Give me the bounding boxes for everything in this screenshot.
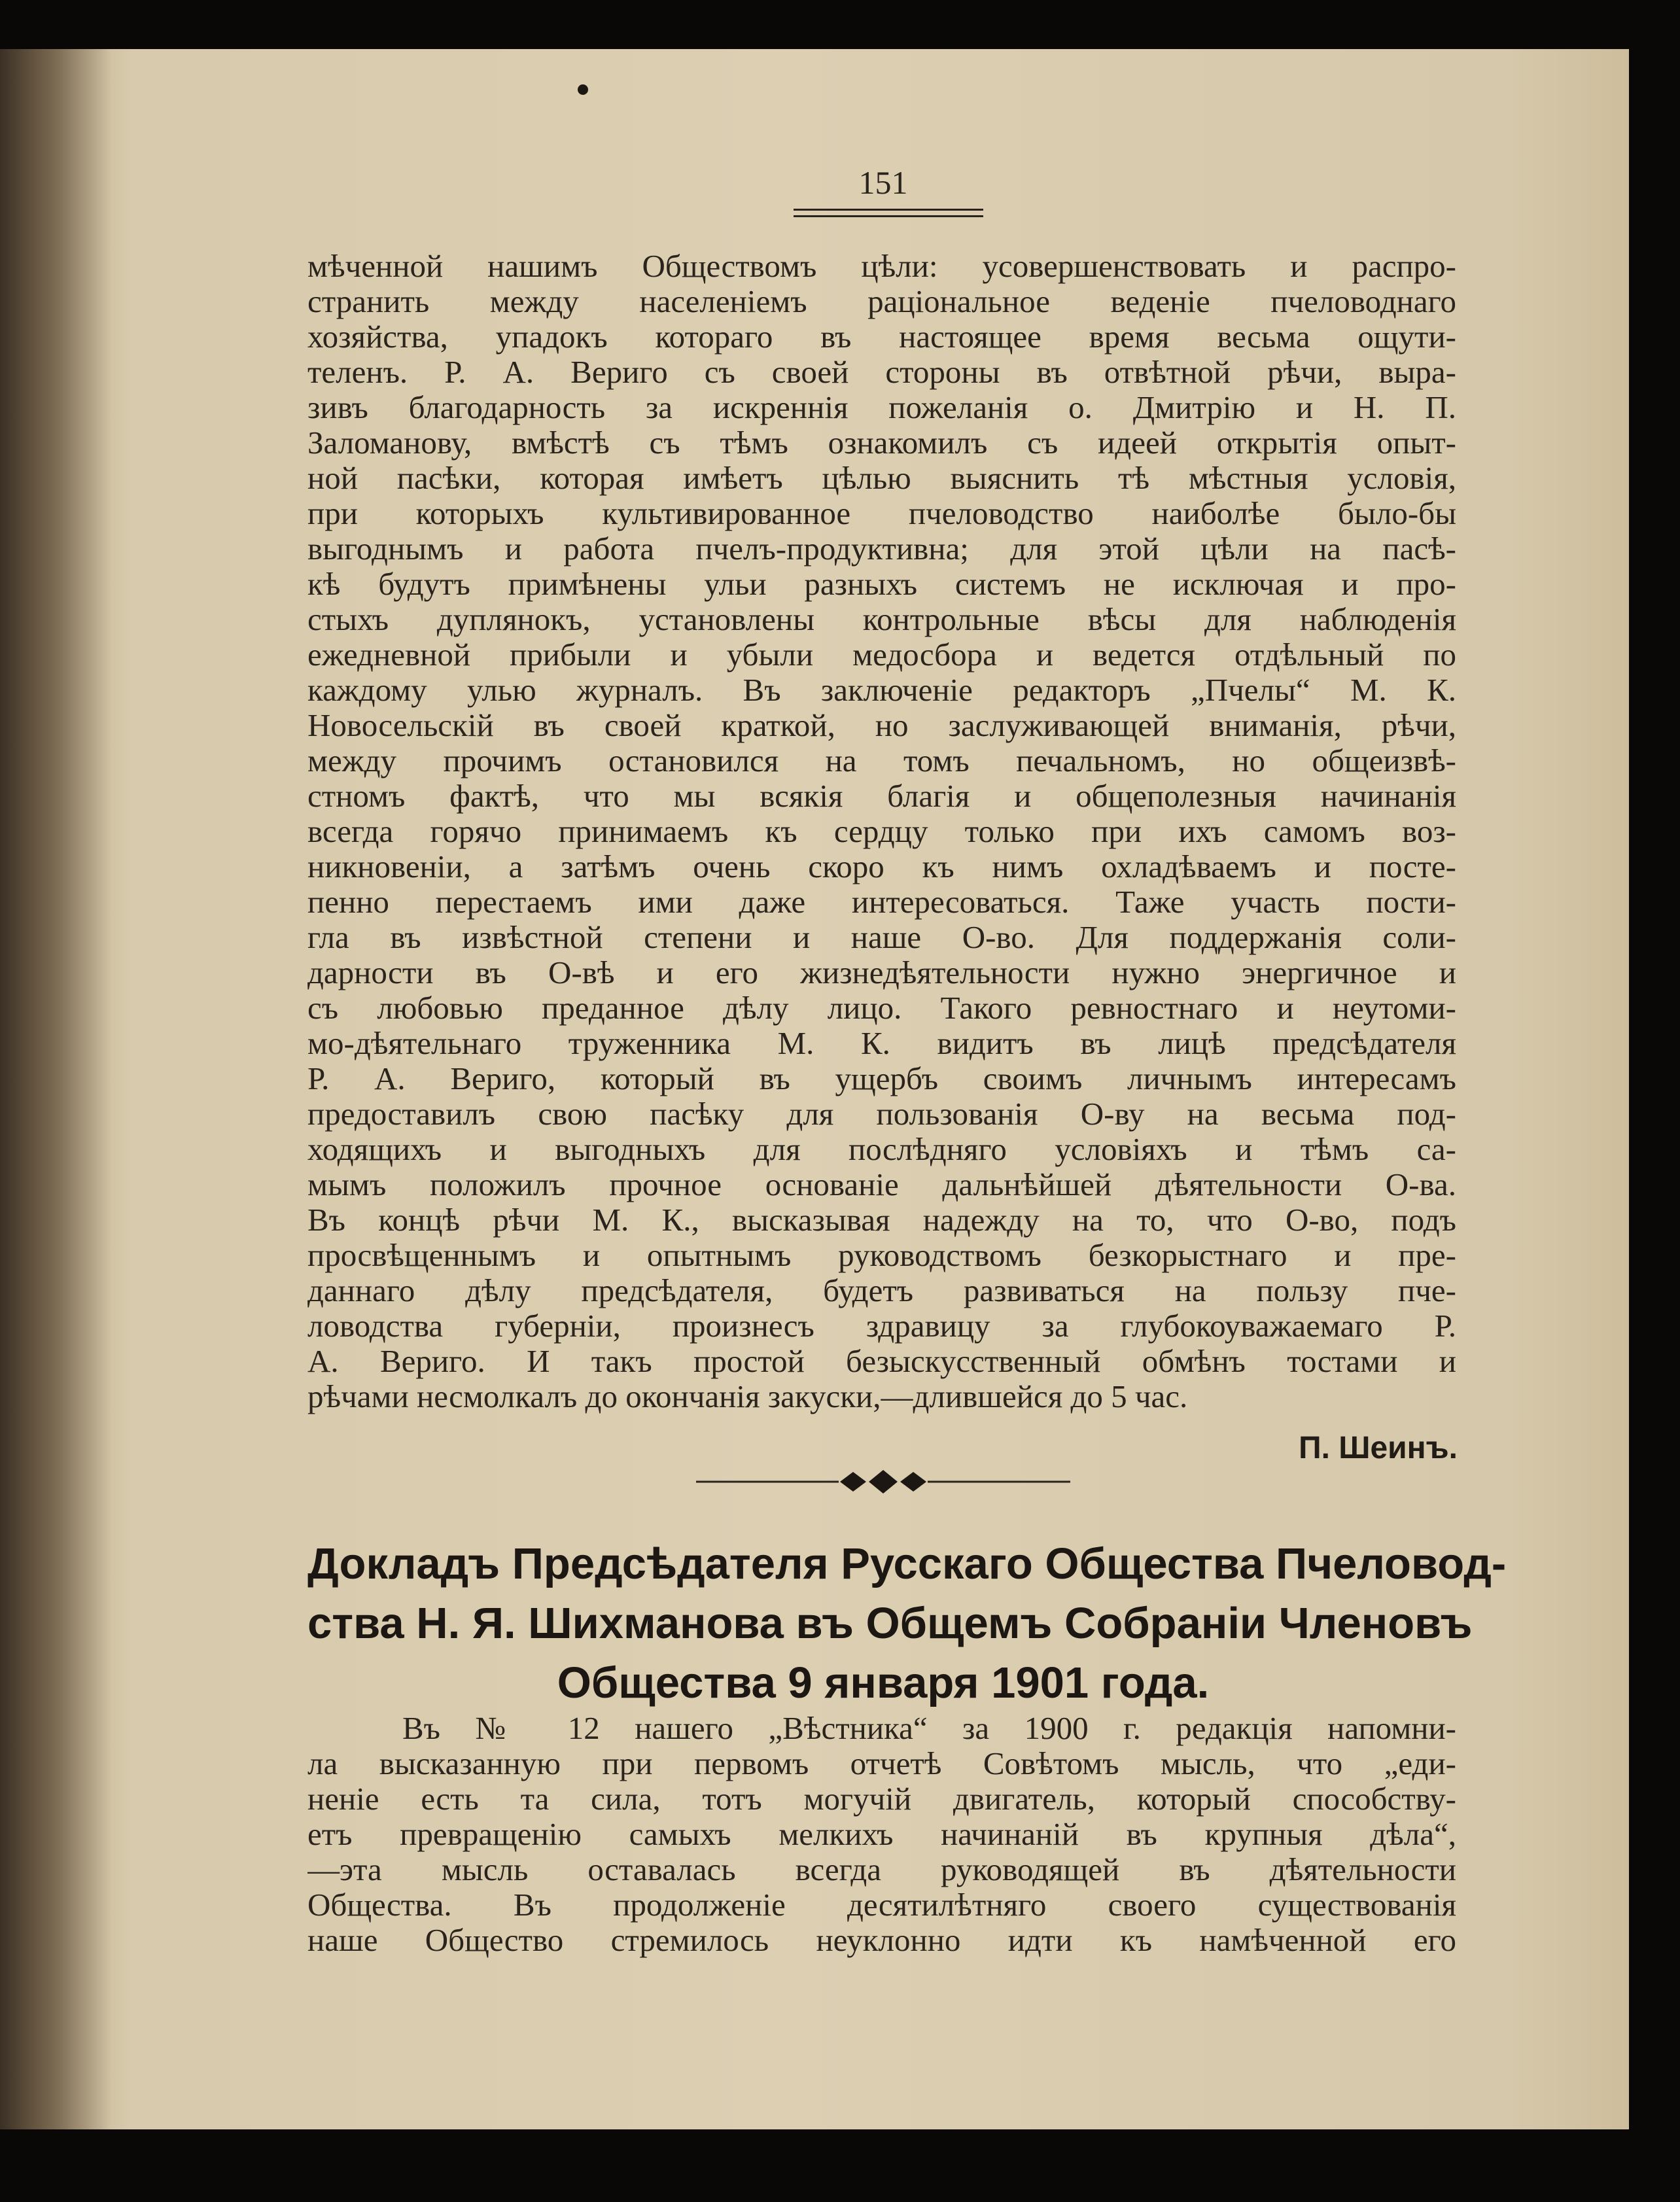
- text-line: всегда горячо принимаемъ къ сердцу только при ихъ самомъ воз-: [307, 814, 1456, 849]
- text-line: гла въ извѣстной степени и наше О-во. Для поддержанія соли-: [307, 920, 1456, 955]
- text-line: мымъ положилъ прочное основаніе дальнѣйшей дѣятельности О-ва.: [307, 1167, 1456, 1202]
- page-number-rule: [794, 215, 983, 217]
- text-line: мѣченной нашимъ Обществомъ цѣли: усовершенствовать и распро-: [307, 249, 1456, 284]
- section-divider-ornament: [696, 1465, 1070, 1498]
- text-line: мо-дѣятельнаго труженника М. К. видитъ въ лицѣ предсѣдателя: [307, 1026, 1456, 1061]
- text-line: рѣчами несмолкалъ до окончанія закуски,—длившейся до 5 час.: [307, 1379, 1188, 1414]
- text-line: хозяйства, упадокъ котораго въ настоящее время весьма ощути-: [307, 319, 1456, 355]
- text-line: съ любовью преданное дѣлу лицо. Такого ревностнаго и неутоми-: [307, 990, 1456, 1026]
- text-line: каждому улью журналъ. Въ заключеніе редакторъ „Пчелы“ М. К.: [307, 673, 1456, 708]
- text-line: стыхъ дуплянокъ, установлены контрольные вѣсы для наблюденія: [307, 602, 1456, 637]
- text-line: —эта мысль оставалась всегда руководящей въ дѣятельности: [307, 1852, 1456, 1887]
- page-gutter-shadow: [0, 49, 111, 2129]
- page-number-rule: [794, 209, 983, 211]
- ink-dot: [578, 84, 588, 95]
- text-line: Въ концѣ рѣчи М. К., высказывая надежду на то, что О-во, подъ: [307, 1202, 1456, 1238]
- paragraph-1: [307, 249, 1456, 1414]
- heading-line: ства Н. Я. Шихманова въ Общемъ Собраніи Членовъ: [307, 1599, 1473, 1648]
- text-line: Общества. Въ продолженіе десятилѣтняго своего существованія: [307, 1887, 1456, 1923]
- text-line: Р. А. Вериго, который въ ущербъ своимъ личнымъ интересамъ: [307, 1061, 1456, 1096]
- text-line: просвѣщеннымъ и опытнымъ руководствомъ безкорыстнаго и пре-: [307, 1238, 1456, 1273]
- text-line: ходящихъ и выгодныхъ для послѣдняго условіяхъ и тѣмъ са-: [307, 1132, 1456, 1167]
- text-line: ловодства губерніи, произнесъ здравицу за глубокоуважаемаго Р.: [307, 1308, 1456, 1344]
- text-line: дарности въ О-вѣ и его жизнедѣятельности нужно энергичное и: [307, 955, 1456, 990]
- text-line: никновеніи, а затѣмъ очень скоро къ нимъ охладѣваемъ и посте-: [307, 849, 1456, 884]
- text-line: выгоднымъ и работа пчелъ-продуктивна; для этой цѣли на пасѣ-: [307, 531, 1456, 567]
- text-line: предоставилъ свою пасѣку для пользованія О-ву на весьма под-: [307, 1096, 1456, 1132]
- text-line: етъ превращенію самыхъ мелкихъ начинаній въ крупныя дѣла“,: [307, 1817, 1456, 1852]
- text-line: Въ № 12 нашего „Вѣстника“ за 1900 г. редакція напомни-: [402, 1711, 1456, 1746]
- text-line: кѣ будутъ примѣнены ульи разныхъ системъ не исключая и про-: [307, 567, 1456, 602]
- paragraph-2: [307, 1711, 1456, 1958]
- text-line: стномъ фактѣ, что мы всякія благія и общеполезныя начинанія: [307, 778, 1456, 814]
- text-line: странить между населеніемъ раціональное веденіе пчеловоднаго: [307, 284, 1456, 319]
- page-number: 151: [858, 164, 908, 201]
- heading-line: Общества 9 января 1901 года.: [557, 1658, 1210, 1707]
- article-heading: [307, 1534, 1507, 1713]
- text-line: ежедневной прибыли и убыли медосбора и ведется отдѣльный по: [307, 637, 1456, 673]
- text-line: зивъ благодарность за искреннія пожеланія о. Дмитрію и Н. П.: [307, 390, 1456, 425]
- text-line: А. Вериго. И такъ простой безыскусственный обмѣнъ тостами и: [307, 1344, 1456, 1379]
- text-line: при которыхъ культивированное пчеловодство наиболѣе было-бы: [307, 496, 1456, 531]
- heading-line: Докладъ Предсѣдателя Русскаго Общества Пчеловод-: [307, 1539, 1507, 1588]
- author-signature: П. Шеинъ.: [1299, 1431, 1458, 1465]
- text-line: Заломанову, вмѣстѣ съ тѣмъ ознакомилъ съ идеей открытія опыт-: [307, 425, 1456, 461]
- text-line: теленъ. Р. А. Вериго съ своей стороны въ отвѣтной рѣчи, выра-: [307, 355, 1456, 390]
- text-line: неніе есть та сила, тотъ могучій двигатель, который способству-: [307, 1781, 1456, 1817]
- text-line: Новосельскій въ своей краткой, но заслуживающей вниманія, рѣчи,: [307, 708, 1456, 743]
- text-line: пенно перестаемъ ими даже интересоваться. Таже участь пости-: [307, 884, 1456, 920]
- text-line: между прочимъ остановился на томъ печальномъ, но общеизвѣ-: [307, 743, 1456, 778]
- text-line: наше Общество стремилось неуклонно идти къ намѣченной его: [307, 1923, 1456, 1958]
- text-line: даннаго дѣлу предсѣдателя, будетъ развиваться на пользу пче-: [307, 1273, 1456, 1308]
- text-line: ной пасѣки, которая имѣетъ цѣлью выяснить тѣ мѣстныя условія,: [307, 461, 1456, 496]
- text-line: ла высказанную при первомъ отчетѣ Совѣтомъ мысль, что „еди-: [307, 1746, 1456, 1781]
